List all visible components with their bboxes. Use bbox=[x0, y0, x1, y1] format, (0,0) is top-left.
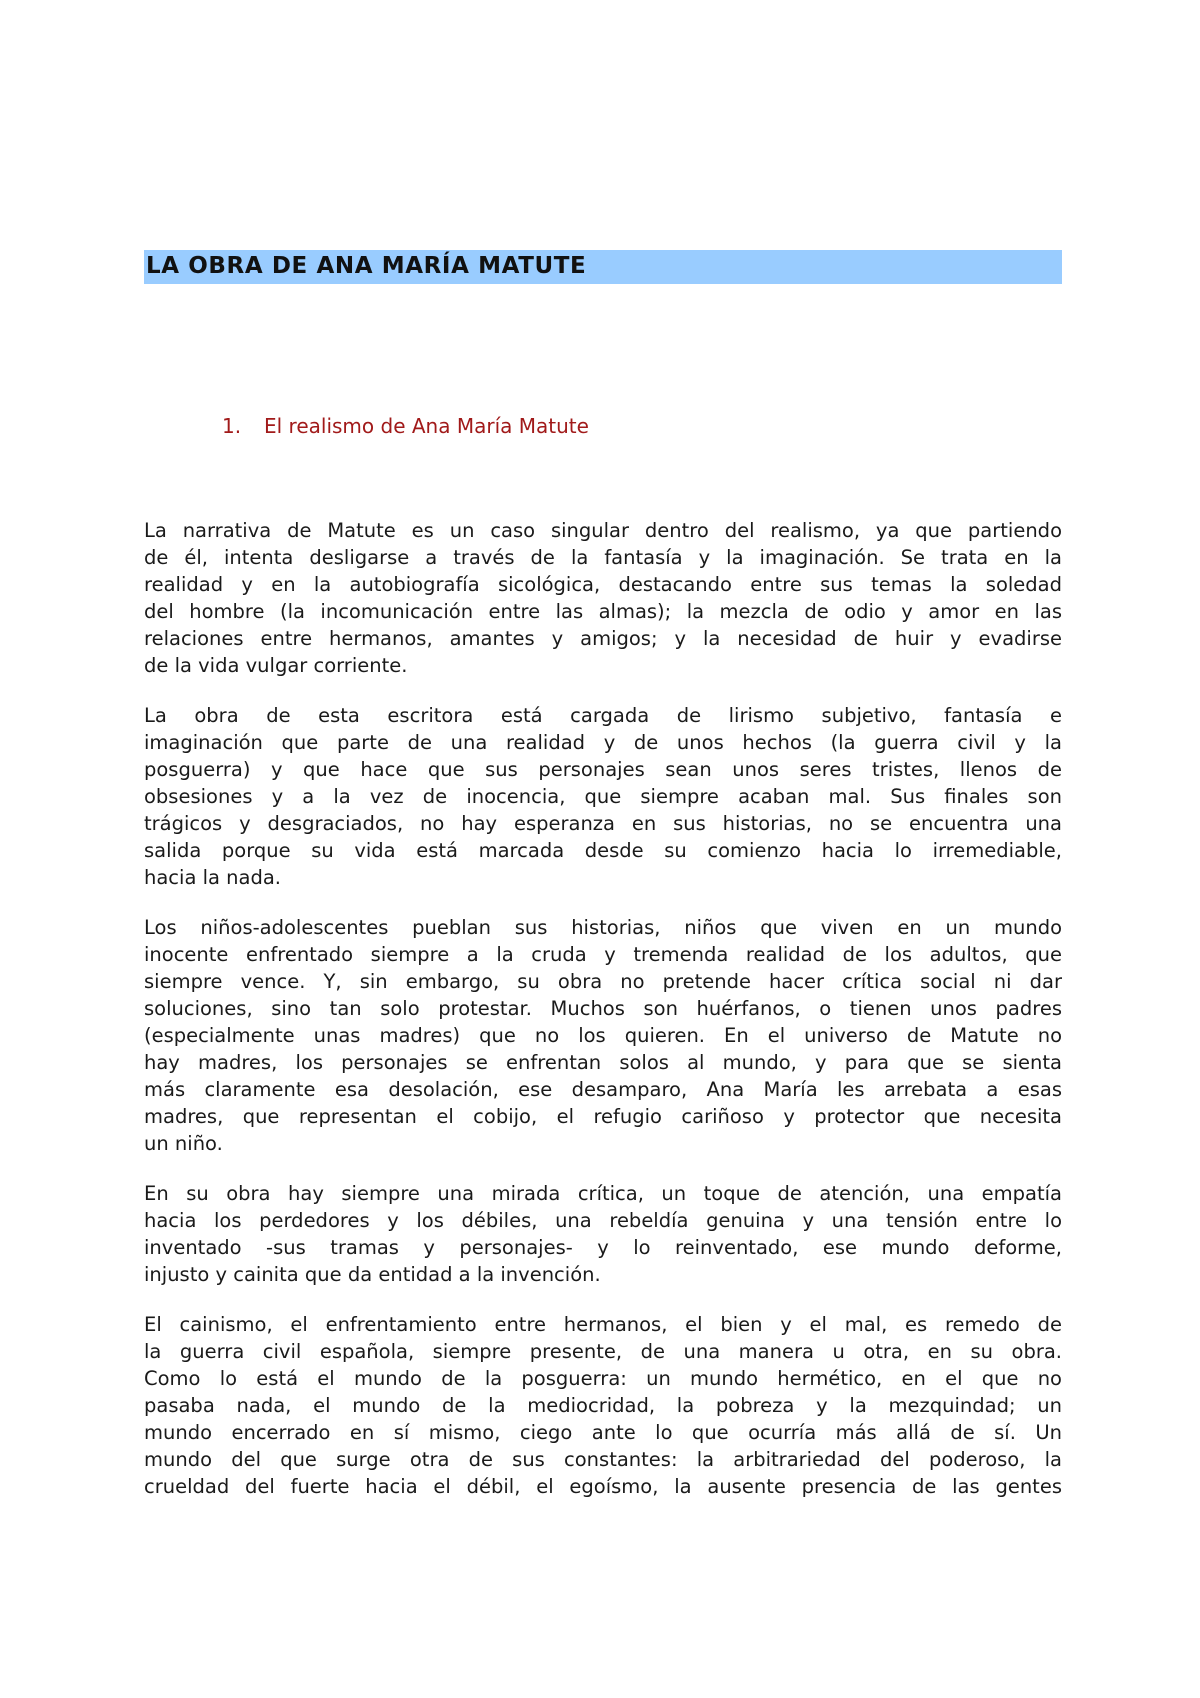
document-title-bar bbox=[144, 250, 1062, 284]
paragraph-line: injusto y cainita que da entidad a la invención. bbox=[144, 1263, 601, 1286]
paragraph-line: del hombre (la incomunicación entre las almas); la mezcla de odio y amor en las bbox=[144, 600, 1062, 623]
paragraph-line: soluciones, sino tan solo protestar. Muchos son huérfanos, o tienen unos padres bbox=[144, 997, 1062, 1020]
paragraph-line: realidad y en la autobiografía sicológica, destacando entre sus temas la soledad bbox=[144, 573, 1062, 596]
paragraph-line: de él, intenta desligarse a través de la fantasía y la imaginación. Se trata en la bbox=[144, 546, 1062, 569]
paragraph-line: un niño. bbox=[144, 1132, 223, 1155]
paragraph-line: posguerra) y que hace que sus personajes sean unos seres tristes, llenos de bbox=[144, 758, 1062, 781]
paragraph-line: (especialmente unas madres) que no los quieren. En el universo de Matute no bbox=[144, 1024, 1062, 1047]
paragraph bbox=[144, 914, 1062, 1157]
paragraph bbox=[144, 517, 1062, 679]
paragraph-line: hay madres, los personajes se enfrentan solos al mundo, y para que se sienta bbox=[144, 1051, 1062, 1074]
paragraph bbox=[144, 1311, 1062, 1500]
document-title: LA OBRA DE ANA MARÍA MATUTE bbox=[146, 253, 587, 279]
paragraph-line: trágicos y desgraciados, no hay esperanza en sus historias, no se encuentra una bbox=[144, 812, 1062, 835]
paragraph-line: hacia la nada. bbox=[144, 866, 281, 889]
paragraph-line: de la vida vulgar corriente. bbox=[144, 654, 408, 677]
paragraph-line: El cainismo, el enfrentamiento entre hermanos, el bien y el mal, es remedo de bbox=[144, 1313, 1062, 1336]
paragraph-line: mundo encerrado en sí mismo, ciego ante lo que ocurría más allá de sí. Un bbox=[144, 1421, 1062, 1444]
paragraph bbox=[144, 702, 1062, 891]
paragraph-line: Los niños-adolescentes pueblan sus historias, niños que viven en un mundo bbox=[144, 916, 1062, 939]
paragraph-line: hacia los perdedores y los débiles, una rebeldía genuina y una tensión entre lo bbox=[144, 1209, 1062, 1232]
section-number: 1. bbox=[222, 414, 242, 438]
paragraph-line: la guerra civil española, siempre presente, de una manera u otra, en su obra. bbox=[144, 1340, 1062, 1363]
paragraph-line: madres, que representan el cobijo, el refugio cariñoso y protector que necesita bbox=[144, 1105, 1062, 1128]
paragraph-line: crueldad del fuerte hacia el débil, el egoísmo, la ausente presencia de las gentes bbox=[144, 1475, 1062, 1498]
paragraph-line: La obra de esta escritora está cargada de lirismo subjetivo, fantasía e bbox=[144, 704, 1062, 727]
paragraph-line: salida porque su vida está marcada desde su comienzo hacia lo irremediable, bbox=[144, 839, 1062, 862]
document-body bbox=[144, 517, 1062, 1523]
paragraph-line: mundo del que surge otra de sus constantes: la arbitrariedad del poderoso, la bbox=[144, 1448, 1062, 1471]
paragraph-line: más claramente esa desolación, ese desamparo, Ana María les arrebata a esas bbox=[144, 1078, 1062, 1101]
paragraph-line: En su obra hay siempre una mirada crítica, un toque de atención, una empatía bbox=[144, 1182, 1062, 1205]
paragraph-line: relaciones entre hermanos, amantes y amigos; y la necesidad de huir y evadirse bbox=[144, 627, 1062, 650]
paragraph-line: La narrativa de Matute es un caso singular dentro del realismo, ya que partiendo bbox=[144, 519, 1062, 542]
section-heading-text: El realismo de Ana María Matute bbox=[264, 414, 589, 438]
section-heading bbox=[222, 412, 589, 440]
paragraph-line: Como lo está el mundo de la posguerra: un mundo hermético, en el que no bbox=[144, 1367, 1062, 1390]
paragraph-line: siempre vence. Y, sin embargo, su obra no pretende hacer crítica social ni dar bbox=[144, 970, 1062, 993]
paragraph bbox=[144, 1180, 1062, 1288]
paragraph-line: pasaba nada, el mundo de la mediocridad, la pobreza y la mezquindad; un bbox=[144, 1394, 1062, 1417]
paragraph-line: imaginación que parte de una realidad y de unos hechos (la guerra civil y la bbox=[144, 731, 1062, 754]
paragraph-line: inventado -sus tramas y personajes- y lo reinventado, ese mundo deforme, bbox=[144, 1236, 1062, 1259]
paragraph-line: inocente enfrentado siempre a la cruda y tremenda realidad de los adultos, que bbox=[144, 943, 1062, 966]
paragraph-line: obsesiones y a la vez de inocencia, que siempre acaban mal. Sus finales son bbox=[144, 785, 1062, 808]
